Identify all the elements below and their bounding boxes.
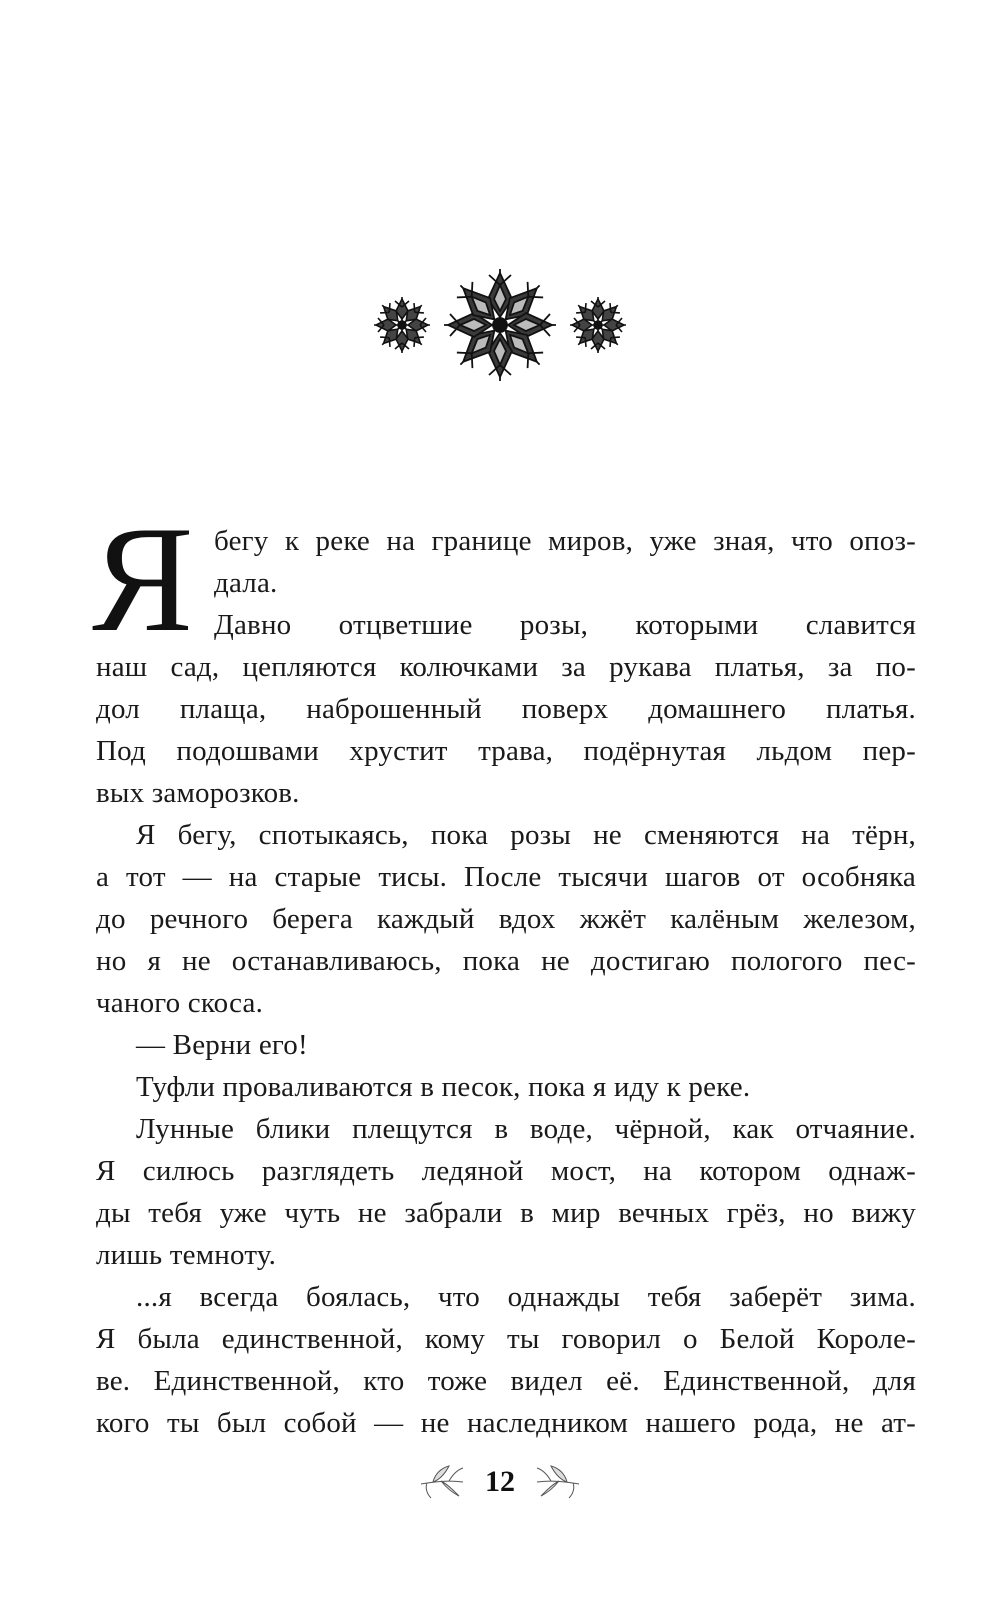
large-snowflake-icon (441, 266, 559, 384)
page-footer (0, 1458, 1000, 1506)
leaf-sprig-icon (533, 1462, 581, 1502)
text-line: кого ты был собой — не наследником нашего рода, не ат- (96, 1407, 916, 1439)
text-line: дол плаща, наброшенный поверх домашнего платья. (96, 693, 916, 725)
text-line: Давно отцветшие розы, которыми славится (214, 609, 916, 641)
text-line: Я силюсь разглядеть ледяной мост, на котором однаж- (96, 1155, 916, 1187)
text-line: Туфли проваливаются в песок, пока я иду к реке. (136, 1071, 751, 1103)
dialogue-line: — Верни его! (136, 1029, 308, 1061)
text-line: бегу к реке на границе миров, уже зная, что опоз- (214, 525, 916, 557)
page-number: 12 (485, 1465, 515, 1498)
small-snowflake-icon (565, 292, 631, 358)
text-line: ды тебя уже чуть не забрали в мир вечных грёз, но вижу (96, 1197, 916, 1229)
text-line: но я не останавливаюсь, пока не достигаю пологого пес- (96, 945, 916, 977)
text-line: чаного скоса. (96, 987, 264, 1019)
text-line: Я была единственной, кому ты говорил о Белой Короле- (96, 1323, 916, 1355)
text-line: наш сад, цепляются колючками за рукава платья, за по- (96, 651, 916, 683)
small-snowflake-icon (369, 292, 435, 358)
text-line: ве. Единственной, кто тоже видел её. Единственной, для (96, 1365, 916, 1397)
text-line: вых заморозков. (96, 777, 300, 809)
text-line: Я бегу, спотыкаясь, пока розы не сменяются на тёрн, (136, 819, 916, 851)
leaf-sprig-icon (419, 1462, 467, 1502)
drop-cap-letter: Я (92, 495, 194, 663)
text-line: ...я всегда боялась, что однажды тебя заберёт зима. (136, 1281, 916, 1313)
chapter-text (92, 495, 916, 1444)
opening-paragraph (92, 495, 916, 663)
text-line: дала. (214, 567, 278, 599)
text-line: Под подошвами хрустит трава, подёрнутая льдом пер- (96, 735, 916, 767)
text-line: а тот — на старые тисы. После тысячи шагов от особняка (96, 861, 916, 893)
text-line: Лунные блики плещутся в воде, чёрной, как отчаяние. (136, 1113, 916, 1145)
text-line: лишь темноту. (96, 1239, 277, 1271)
snowflake-ornament (0, 262, 1000, 387)
text-line: до речного берега каждый вдох жжёт калёным железом, (96, 903, 916, 935)
